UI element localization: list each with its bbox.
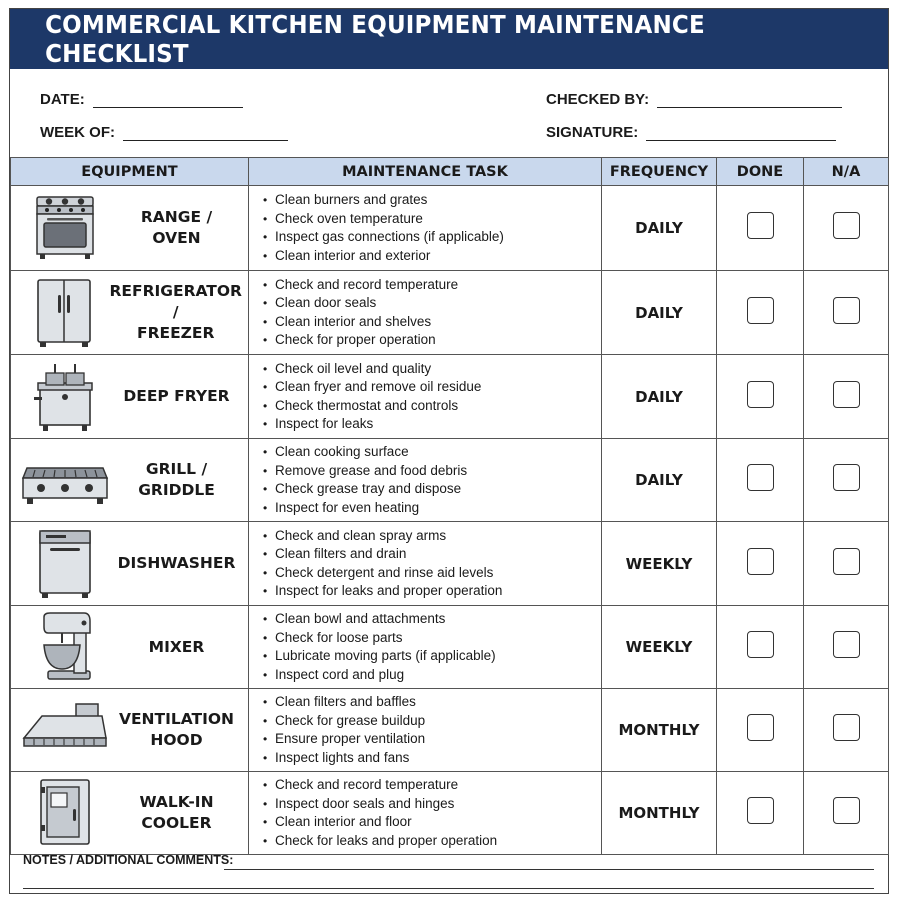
done-cell [717,689,804,772]
equipment-name: REFRIGERATOR / FREEZER [109,282,242,342]
task-item: • Inspect lights and fans [263,749,601,768]
done-checkbox[interactable] [747,797,774,824]
equipment-cell [11,689,249,772]
equipment-name: DEEP FRYER [123,387,230,405]
done-checkbox[interactable] [747,548,774,575]
equipment-wrap [11,526,248,602]
equipment-name: DISHWASHER [117,554,236,572]
task-item: • Clean fryer and remove oil residue [263,378,601,397]
equipment-cell [11,439,249,522]
na-cell [804,689,889,772]
dishwasher-icon [19,526,111,602]
checklist-table [10,157,889,855]
done-cell [717,186,804,271]
frequency-cell: MONTHLY [602,689,717,772]
na-checkbox[interactable] [833,797,860,824]
done-cell [717,606,804,689]
done-checkbox[interactable] [747,212,774,239]
na-checkbox[interactable] [833,631,860,658]
task-list [263,776,601,850]
equipment-name: MIXER [148,637,205,656]
equipment-wrap [11,359,248,435]
ventilation-hood-icon [19,692,111,768]
task-item: • Clean cooking surface [263,443,601,462]
task-item: • Check grease tray and dispose [263,480,601,499]
task-list [263,693,601,767]
page-title: COMMERCIAL KITCHEN EQUIPMENT MAINTENANCE CHECKLIST [45,10,705,68]
done-checkbox[interactable] [747,297,774,324]
task-item: • Remove grease and food debris [263,462,601,481]
task-item: • Inspect gas connections (if applicable) [263,228,601,247]
frequency-cell: DAILY [602,186,717,271]
task-item: • Clean filters and baffles [263,693,601,712]
checked-by-field [546,91,842,108]
table-header-row [11,158,889,186]
done-checkbox[interactable] [747,714,774,741]
na-checkbox[interactable] [833,212,860,239]
na-cell [804,355,889,439]
task-item: • Inspect for even heating [263,499,601,518]
deep-fryer-icon [19,359,111,435]
col-na: N/A [804,158,889,186]
task-item: • Clean burners and grates [263,191,601,210]
notes-label: NOTES / ADDITIONAL COMMENTS: [23,853,234,867]
task-item: • Ensure proper ventilation [263,730,601,749]
notes-line-1[interactable] [224,869,874,870]
task-item: • Check for grease buildup [263,712,601,731]
equipment-cell [11,271,249,355]
task-list [263,191,601,265]
na-cell [804,439,889,522]
equipment-wrap [11,692,248,768]
equipment-cell [11,355,249,439]
done-cell [717,439,804,522]
task-item: • Check and record temperature [263,776,601,795]
week-field [40,124,288,141]
task-item: • Inspect for leaks and proper operation [263,582,601,601]
done-checkbox[interactable] [747,631,774,658]
frequency-cell: WEEKLY [602,606,717,689]
task-item: • Clean interior and floor [263,813,601,832]
equipment-cell [11,606,249,689]
frequency-cell: DAILY [602,271,717,355]
done-cell [717,271,804,355]
notes-section [10,841,888,893]
equipment-name: WALK-IN COOLER [139,793,214,832]
date-label: DATE: [40,91,85,108]
na-checkbox[interactable] [833,548,860,575]
signature-label: SIGNATURE: [546,124,639,141]
task-item: • Check detergent and rinse aid levels [263,564,601,583]
signature-field [546,124,836,141]
refrigerator-icon [19,275,109,351]
frequency-cell: WEEKLY [602,522,717,606]
equipment-wrap [11,442,248,518]
na-cell [804,606,889,689]
table-row [11,522,889,606]
walk-in-cooler-icon [19,775,111,851]
frequency-cell: MONTHLY [602,772,717,855]
equipment-cell [11,186,249,271]
task-cell [249,271,602,355]
date-field [40,91,243,108]
task-item: • Check for loose parts [263,629,601,648]
title-bar [10,9,888,69]
task-cell [249,522,602,606]
task-cell [249,606,602,689]
task-item: • Check oil level and quality [263,360,601,379]
equipment-wrap [11,609,248,685]
grill-icon [19,442,111,518]
task-list [263,276,601,350]
task-item: • Inspect for leaks [263,415,601,434]
week-input-line[interactable] [123,126,288,141]
na-cell [804,186,889,271]
na-cell [804,522,889,606]
na-checkbox[interactable] [833,714,860,741]
equipment-wrap [11,775,248,851]
task-item: • Inspect cord and plug [263,666,601,685]
task-list [263,610,601,684]
table-row [11,271,889,355]
task-item: • Inspect door seals and hinges [263,795,601,814]
task-list [263,443,601,517]
task-cell [249,355,602,439]
signature-input-line[interactable] [646,126,836,141]
col-done: DONE [717,158,804,186]
task-item: • Check and clean spray arms [263,527,601,546]
task-cell [249,186,602,271]
mixer-icon [19,609,111,685]
table-row [11,606,889,689]
task-cell [249,439,602,522]
col-task: MAINTENANCE TASK [249,158,602,186]
checked-by-input-line[interactable] [657,93,842,108]
done-checkbox[interactable] [747,464,774,491]
table-row [11,439,889,522]
header-fields [10,69,888,157]
table-row [11,186,889,271]
equipment-name: GRILL / GRIDDLE [138,460,215,499]
task-cell [249,689,602,772]
task-list [263,360,601,434]
task-item: • Check for leaks and proper operation [263,832,601,851]
task-item: • Check oven temperature [263,210,601,229]
checklist-sheet [9,8,889,894]
task-item: • Clean door seals [263,294,601,313]
task-item: • Lubricate moving parts (if applicable) [263,647,601,666]
task-item: • Check for proper operation [263,331,601,350]
task-item: • Clean interior and exterior [263,247,601,266]
equipment-name: RANGE / OVEN [140,208,213,247]
equipment-wrap [11,190,248,266]
checked-by-label: CHECKED BY: [546,91,650,108]
na-checkbox[interactable] [833,297,860,324]
range-oven-icon [19,190,111,266]
task-item: • Check and record temperature [263,276,601,295]
week-label: WEEK OF: [40,124,115,141]
notes-line-2[interactable] [23,888,874,889]
done-cell [717,522,804,606]
na-checkbox[interactable] [833,381,860,408]
task-list [263,527,601,601]
col-equipment: EQUIPMENT [11,158,249,186]
na-checkbox[interactable] [833,464,860,491]
table-row [11,689,889,772]
task-item: • Clean bowl and attachments [263,610,601,629]
task-item: • Clean interior and shelves [263,313,601,332]
equipment-cell [11,522,249,606]
task-item: • Check thermostat and controls [263,397,601,416]
col-frequency: FREQUENCY [602,158,717,186]
table-row [11,355,889,439]
equipment-name: VENTILATION HOOD [118,710,235,749]
na-cell [804,271,889,355]
task-item: • Clean filters and drain [263,545,601,564]
equipment-wrap [11,275,248,351]
frequency-cell: DAILY [602,355,717,439]
date-input-line[interactable] [93,93,243,108]
done-checkbox[interactable] [747,381,774,408]
done-cell [717,355,804,439]
frequency-cell: DAILY [602,439,717,522]
